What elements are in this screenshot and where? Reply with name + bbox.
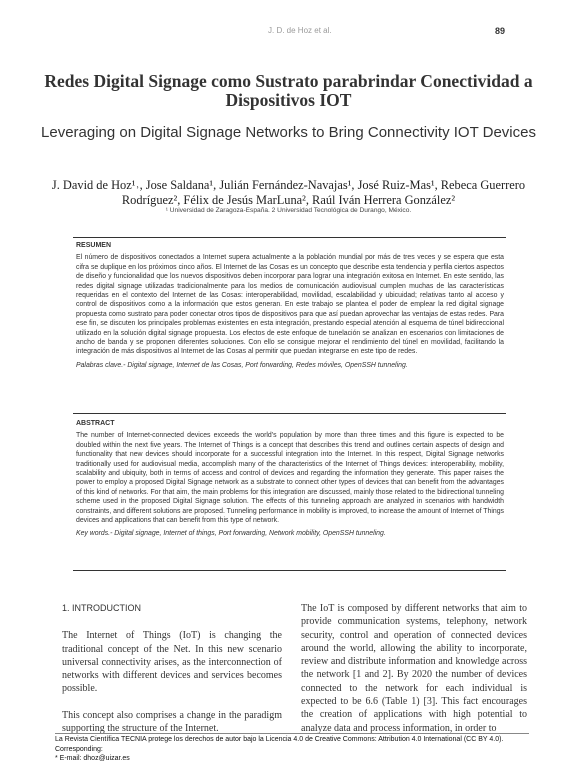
resumen-section [76, 241, 504, 370]
title-spanish: Redes Digital Signage como Sustrato parabrindar Conectividad a Dispositivos IOT [44, 71, 533, 110]
body-paragraph: This concept also comprises a change in the paradigm supporting the structure of the Internet. [62, 709, 282, 735]
resumen-keywords: Palabras clave.- Digital signage, Internet de las Cosas, Port forwarding, Redes móviles, OpenSSH tunneling. [76, 361, 408, 369]
body-right-column [301, 602, 527, 735]
affiliations: ¹ Universidad de Zaragoza-España. 2 Universidad Tecnológica de Durango, México. [165, 207, 412, 214]
footer [55, 735, 555, 764]
title-english: Leveraging on Digital Signage Networks to Bring Connectivity IOT Devices [41, 124, 536, 141]
corresponding-label: Corresponding: [55, 745, 103, 753]
page-number: 89 [495, 26, 506, 36]
abstract-heading: ABSTRACT [76, 420, 115, 427]
body-paragraph: The Internet of Things (IoT) is changing the traditional concept of the Net. In this new scenario universal connectivity arises, as the interconnection of networks with different devices and services becomes possible. [62, 630, 282, 695]
resumen-text: El número de dispositivos conectados a Internet supera actualmente a la población mundial por más de tres veces y se espera que esta cifra se duplique en los próximos cinco años. El Internet de las Cosas es un concepto que describe esta tendencia y perfila ciertos aspectos de diseño y funcionalidad que los nuevos dispositivos deben incorporar para lograr una integración exitosa en Internet. En este sentido, las redes digital signage utilizadas tradicionalmente para los medios de comunicación audiovisual cumplen muchas de las características requeridas en el contexto del Internet de las Cosas: interoperabilidad, movilidad, escalabilidad y ubicuidad; relativas tanto al acceso y control de dispositivos como a la información que estos generan. En este trabajo se plantea el poder de emplear la red digital signage propuesta como sustrato para poder conectar otros tipos de dispositivos para que así puedan aprovechar las ventajas de estas redes. Para ese fin, se discuten los principales problemas existentes en esta integración, prestando especial atención al esquema de túnel bidireccional utilizado en la solución digital signage propuesta. Los efectos de este enfoque de tunelación se analizan en escenarios con limitaciones de ancho de banda y se proponen diferentes soluciones. Con ello se consigue mejorar el rendimiento del túnel en movilidad, facilitando la integración de más dispositivos al Internet de las Cosas al permitir que puedan integrarse en este tipo de redes. [76, 254, 504, 356]
corresponding-email: * E-mail: dhoz@uizar.es [55, 755, 130, 762]
introduction-heading: 1. INTRODUCTION [62, 603, 142, 613]
abstract-text: The number of Internet-connected devices exceeds the world’s population by more than three times and this figure is expected to be doubled within the next five years. The Internet of Things is a concept that describes this trend and outlines certain aspects of design and functionality that new devices should incorporate for a successful integration into the Internet. In this respect, Digital Signage networks traditionally used for audiovisual media, accomplish many of the characteristics of the Internet of Things devices: interoperability, mobility, scalability and ubiquity, both in terms of access and control of devices and regarding the information they generate. This paper raises the power to employ a proposed Digital Signage network as a substrate to connect other types of devices that can benefit from the advantages of this kind of networks. For that aim, the main problems for this integration are discussed, mainly those related to the bidirectional tunneling scheme used in the proposed Digital Signage solution. The effects of this tunneling approach are analyzed in scenarios with handwidth constraints, and different solutions are proposed. Tunneling performance in mobility is improved, to increase the amount of Internet of Things devices and applications that can benefit from this type of network. [76, 432, 504, 525]
author-list: J. David de Hoz¹˒, Jose Saldana¹, Julián Fernández-Navajas¹, José Ruiz-Mas¹, Rebeca Guerrero Rodríguez², Félix de Jesús MarLuna², Raúl Iván Herrera González² [51, 178, 526, 207]
body-paragraph: The IoT is composed by different networks that aim to provide communication systems, telephony, network security, control and operation of connected devices around the world, allowing the ability to incorporate, review and distribute information and knowledge across the network [1 and 2]. By 2020 the number of devices connected to the network for each individual is expected to be 6.6 (Table 1) [3]. This fact encourages the creation of applications with high potential to analyze data and process information, in order to [301, 603, 527, 734]
abstract-keywords: Key words.- Digital signage, Internet of things, Port forwarding, Network mobility, OpenSSH tunneling. [76, 530, 386, 538]
abstract-section [76, 419, 504, 539]
footer-rule [55, 733, 529, 734]
running-header-author: J. D. de Hoz et al. [268, 26, 332, 35]
resumen-heading: RESUMEN [76, 242, 112, 249]
abstract-top-rule [73, 413, 506, 414]
resumen-top-rule [73, 237, 506, 238]
abstract-bottom-rule [73, 570, 506, 571]
body-left-column [62, 602, 282, 735]
license-note: La Revista Científica TECNIA protege los derechos de autor bajo la Licencia 4.0 de Creative Commons: Attribution 4.0 International (CC BY 4.0). [55, 736, 504, 743]
